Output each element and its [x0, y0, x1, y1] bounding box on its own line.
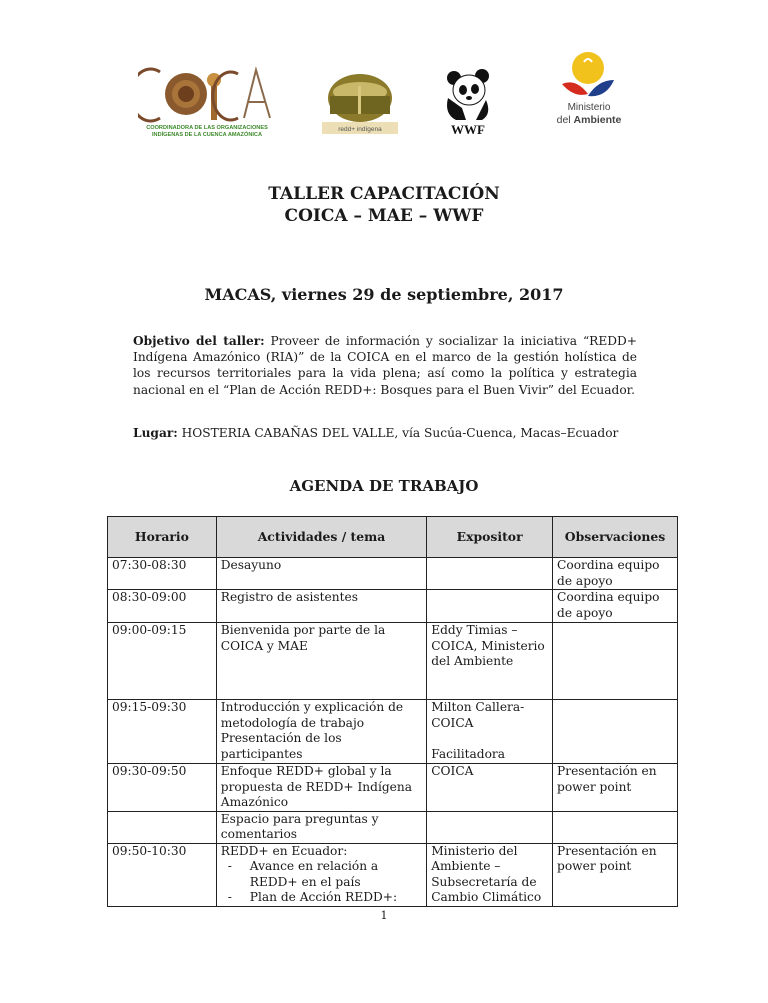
notes-cell: Presentación en power point — [553, 843, 678, 906]
time-cell: 09:30-09:50 — [108, 764, 217, 812]
redd-logo-text: redd+ indígena — [338, 126, 382, 133]
activity-bullet-list — [221, 859, 422, 906]
column-header-observaciones: Observaciones — [553, 517, 678, 558]
agenda-title: AGENDA DE TRABAJO — [289, 477, 479, 495]
activity-cell: Bienvenida por parte de la COICA y MAE — [216, 623, 426, 700]
speaker-cell: Eddy Timias – COICA, Ministerio del Ambiente — [427, 623, 553, 700]
table-row — [108, 700, 678, 764]
table-row — [108, 843, 678, 906]
activity-cell: Desayuno — [216, 558, 426, 590]
activity-line: Presentación de los participantes — [220, 731, 342, 761]
activity-bullet: - Plan de Acción REDD+: — [221, 890, 422, 906]
table-row — [108, 590, 678, 623]
activity-line: Introducción y explicación de metodología de trabajo — [220, 700, 404, 730]
time-cell: 09:00-09:15 — [108, 623, 217, 700]
table-row — [108, 623, 678, 700]
time-cell: 07:30-08:30 — [108, 558, 217, 590]
event-date: MACAS, viernes 29 de septiembre, 2017 — [204, 285, 564, 304]
table-row — [108, 811, 678, 843]
column-header-expositor: Expositor — [427, 517, 553, 558]
svg-text:del Ambiente — [557, 114, 622, 126]
wwf-logo-text: WWF — [451, 122, 485, 136]
time-cell: 09:15-09:30 — [108, 700, 217, 764]
table-row — [108, 764, 678, 812]
place-paragraph — [133, 425, 637, 441]
notes-cell — [553, 700, 678, 764]
svg-text:INDÍGENAS DE LA CUENCA AMAZÓNI: INDÍGENAS DE LA CUENCA AMAZÓNICA — [151, 132, 263, 138]
mae-logo-line1: Ministerio — [567, 102, 611, 113]
redd-indigena-logo — [316, 64, 404, 136]
document-title: TALLER CAPACITACIÓN — [268, 184, 500, 204]
ministerio-ambiente-logo — [556, 50, 622, 128]
coica-logo-text: COORDINADORA DE LAS ORGANIZACIONES — [146, 125, 268, 131]
table-row — [108, 558, 678, 590]
time-cell: 09:50-10:30 — [108, 843, 217, 906]
speaker-line: Facilitadora — [431, 746, 506, 761]
table-header-row — [108, 517, 678, 558]
speaker-cell — [427, 811, 553, 843]
time-cell — [108, 811, 217, 843]
activity-cell: Enfoque REDD+ global y la propuesta de REDD+ Indígena Amazónico — [216, 764, 426, 812]
notes-cell: Coordina equipo de apoyo — [553, 590, 678, 623]
notes-cell — [553, 811, 678, 843]
notes-cell — [553, 623, 678, 700]
activity-line: REDD+ en Ecuador: — [220, 843, 348, 858]
speaker-cell: Ministerio del Ambiente – Subsecretaría de Cambio Climático — [427, 843, 553, 906]
activity-cell — [216, 843, 426, 906]
mae-logo-ambiente: Ambiente — [573, 114, 622, 126]
place-label: Lugar: — [133, 426, 178, 440]
mae-logo-del: del — [556, 114, 571, 126]
speaker-line: Milton Callera-COICA — [431, 700, 525, 730]
time-cell: 08:30-09:00 — [108, 590, 217, 623]
activity-cell: Espacio para preguntas y comentarios — [216, 811, 426, 843]
page-number: 1 — [380, 909, 388, 922]
objective-label: Objetivo del taller: — [133, 334, 265, 348]
speaker-cell — [427, 590, 553, 623]
speaker-cell — [427, 700, 553, 764]
notes-cell: Presentación en power point — [553, 764, 678, 812]
notes-cell: Coordina equipo de apoyo — [553, 558, 678, 590]
objective-paragraph — [133, 333, 637, 398]
coica-logo — [138, 66, 276, 138]
wwf-panda-logo — [442, 68, 494, 136]
logo-bar — [0, 48, 768, 143]
objective-text: Proveer de información y socializar la iniciativa “REDD+ Indígena Amazónico (RIA)” de la COICA en el marco de la gestión holística de los recursos territoriales para la vida plena; así como la política y estrategia nacional en el “Plan de Acción REDD+: Bosques para el Buen Vivir” del Ecuador. — [133, 334, 637, 397]
activity-bullet: - Avance en relación a REDD+ en el país — [221, 859, 422, 890]
document-subtitle: COICA – MAE – WWF — [284, 206, 484, 226]
activity-cell — [216, 700, 426, 764]
place-text: HOSTERIA CABAÑAS DEL VALLE, vía Sucúa-Cuenca, Macas–Ecuador — [177, 426, 619, 440]
agenda-table — [107, 516, 678, 907]
speaker-cell — [427, 558, 553, 590]
activity-cell: Registro de asistentes — [216, 590, 426, 623]
speaker-cell: COICA — [427, 764, 553, 812]
column-header-horario: Horario — [108, 517, 217, 558]
column-header-actividades: Actividades / tema — [216, 517, 426, 558]
